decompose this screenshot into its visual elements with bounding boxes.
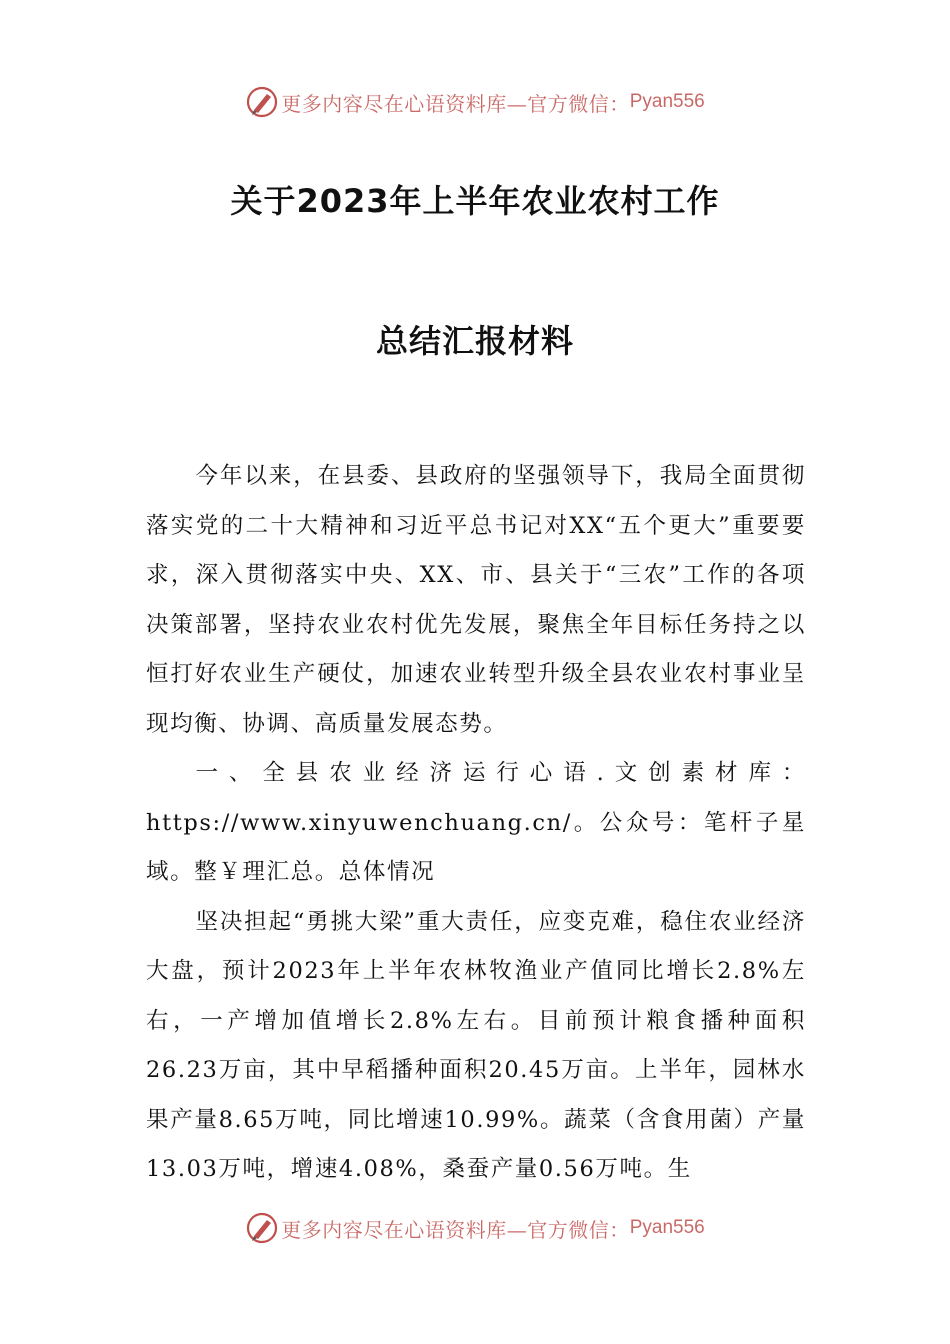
pen-logo-icon <box>245 1211 279 1245</box>
pen-logo-icon <box>245 85 279 119</box>
footer-watermark <box>0 1208 950 1248</box>
header-watermark <box>0 82 950 122</box>
document-body <box>146 452 806 1195</box>
watermark-wechat-id: Pyan556 <box>629 91 705 112</box>
watermark-text: 更多内容尽在心语资料库—官方微信： <box>281 1217 630 1242</box>
watermark-text: 更多内容尽在心语资料库—官方微信： <box>281 91 630 116</box>
watermark-wechat-id: Pyan556 <box>629 1217 705 1238</box>
paragraph-section-heading: 一、全县农业经济运行心语.文创素材库：https://www.xinyuwenchuang.cn/。公众号：笔杆子星域。整￥理汇总。总体情况 <box>146 760 806 885</box>
paragraph-economy: 坚决担起“勇挑大梁”重大责任，应变克难，稳住农业经济大盘，预计2023年上半年农林牧渔业产值同比增长2.8%左右，一产增加值增长2.8%左右。目前预计粮食播种面积26.23万亩，其中早稻播种面积20.45万亩。上半年，园林水果产量8.65万吨，同比增速10.99%。蔬菜（含食用菌）产量13.03万吨，增速4.08%，桑蚕产量0.56万吨。生 <box>146 908 806 1182</box>
document-title-line-1: 关于2023年上半年农业农村工作 <box>230 182 720 220</box>
paragraph-intro: 今年以来，在县委、县政府的坚强领导下，我局全面贯彻落实党的二十大精神和习近平总书记对XX“五个更大”重要要求，深入贯彻落实中央、XX、市、县关于“三农”工作的各项决策部署，坚持农业农村优先发展，聚焦全年目标任务持之以恒打好农业生产硬仗，加速农业转型升级全县农业农村事业呈现均衡、协调、高质量发展态势。 <box>146 463 806 737</box>
document-title-line-2: 总结汇报材料 <box>375 322 574 360</box>
